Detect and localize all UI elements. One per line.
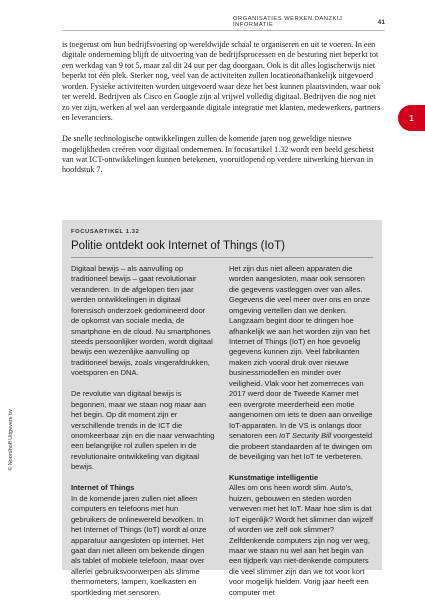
focus-paragraph: Digitaal bewijs – als aanvulling op traditioneel bewijs – gaat revolutionair veranderen. In de afgelopen tien jaar werden ontwikkelingen in digitaal forensisch onderzoek gedomineerd door de opkomst van sociale media, de smartphone en de cloud. Nu smartphones steeds persoonlijker worden, wordt digitaal bewijs een wezenlijke aanvulling op traditioneel bewijs, zoals vingerafdrukken, voetsporen en DNA. — [71, 263, 213, 378]
section-heading-internet-of-things: Internet of Things — [71, 483, 135, 493]
focus-title-divider — [71, 257, 373, 258]
copyright-notice — [5, 360, 17, 520]
focus-paragraph: In de komende jaren zullen niet alleen computers en telefoons met hun gebruikers de onlinewereld bevolken. In het Internet of Things (IoT) wordt al onze apparatuur aangesloten op internet. Het gaat dan niet alleen om bekende dingen als tablet of mobiele telefoon, maar over allerlei gebruiksvoorwerpen als slimme thermometers, lampen, koelkasten en sportkleding met sensoren. — [71, 493, 207, 597]
paragraph-text: voorgesteld die probeert standaarden af te dwingen om de beveiliging van het IoT te verbeteren. — [229, 431, 373, 461]
focus-left-column — [71, 264, 215, 598]
chapter-title: ORGANISATIES WERKEN DANZKIJ INFORMATIE — [233, 16, 343, 28]
page-number: 41 — [377, 18, 385, 26]
header-divider — [62, 30, 385, 31]
body-paragraph: is toegerust om hun bedrijfsvoering op wereldwijde schaal te organiseren en uit te voeren. In een digitale onderneming blijft de uitvoering van de bedrijfsprocessen en de besturing niet beperkt tot een werkdag van 9 tot 5, maar zal dit 24 uur per dag doorgaan. Ook is dit alles logischerwijs niet beperkt tot één plek. Sterker nog, veel van de activiteiten zullen locatieonafhankelijk uitgevoerd worden. Fysieke activiteiten worden uitgevoerd waar deze het best kunnen plaatsvinden, waar ook ter wereld. Bedrijven als Cisco en Google zijn al vrijwel volledig digitaal. Bedrijven die nog niet zo ver zijn, werken al wel aan verdergaande digitale integratie met klanten, medewerkers, partners en leveranciers. — [62, 40, 381, 123]
italic-term: IoT Security Bill — [279, 431, 332, 441]
focus-columns — [71, 264, 373, 598]
focus-article-box — [62, 220, 382, 597]
paragraph-text: Het zijn dus niet alleen apparaten die worden aangesloten, maar ook sensoren die gegevens vastleggen over van alles. Gegevens die veel meer over ons en onze omgeving vertellen dan we denken. Langzaam begint door te dringen hoe afhankelijk we aan het worden zijn van het Internet of Things (IoT) en hoe gevoelig gegevens kunnen zijn. Veel fabrikanten maken zich vooral druk over nieuwe businessmodellen en minder over veiligheid. Vlak voor het zomerreces van 2017 werd door de Tweede Kamer met een overgrote meerderheid een motie aangenomen om iets te doen aan onveilige IoT-apparaten. In de VS is onlangs door senatoren een — [229, 263, 373, 441]
focus-paragraph — [229, 264, 373, 463]
focus-article-label: FOCUSARTIKEL 1.32 — [71, 229, 140, 235]
focus-right-column — [229, 264, 373, 598]
focus-paragraph: Alles om ons heen wordt slim. Auto's, huizen, gebouwen en steden worden verweven met het IoT. Maar hoe slim is dat IoT eigenlijk? Wordt het slimmer dan wijzelf of worden we zelf ook slimmer? Zelfdenkende computers zijn nog ver weg, maar we staan nu wel aan het begin van een tijdperk van niet-denkende computers die veel slimmer zijn dan we tot voor kort voor mogelijk hielden. Vorig jaar heeft een computer met — [229, 483, 373, 597]
body-paragraph: De snelle technologische ontwikkelingen zullen de komende jaren nog geweldige nieuwe mogelijkheden creëren voor digitaal ondernemen. In focusartikel 1.32 wordt een beeld geschetst van wat ICT-ontwikkelingen kunnen betekenen, vooruitlopend op verdere uitwerking hiervan in hoofdstuk 7. — [62, 134, 374, 175]
chapter-tab-number: 1 — [409, 113, 414, 123]
section-heading-kunstmatige-intelligentie: Kunstmatige intelligentie — [229, 472, 319, 482]
focus-article-title: Politie ontdekt ook Internet of Things (IoT) — [71, 240, 285, 252]
focus-paragraph: De revolutie van digitaal bewijs is begonnen, maar we staan nog maar aan het begin. Op dit moment zijn er verschillende trends in de ICT die onomkeerbaar zijn en die naar verwachting een belangrijke rol zullen spelen in de revolutionaire ontwikkeling van digitaal bewijs. — [71, 389, 215, 472]
main-body-text — [62, 40, 382, 176]
copyright-text: © Noordhoff Uitgevers bv — [8, 409, 15, 471]
running-header — [233, 16, 385, 28]
chapter-tab — [398, 105, 425, 131]
